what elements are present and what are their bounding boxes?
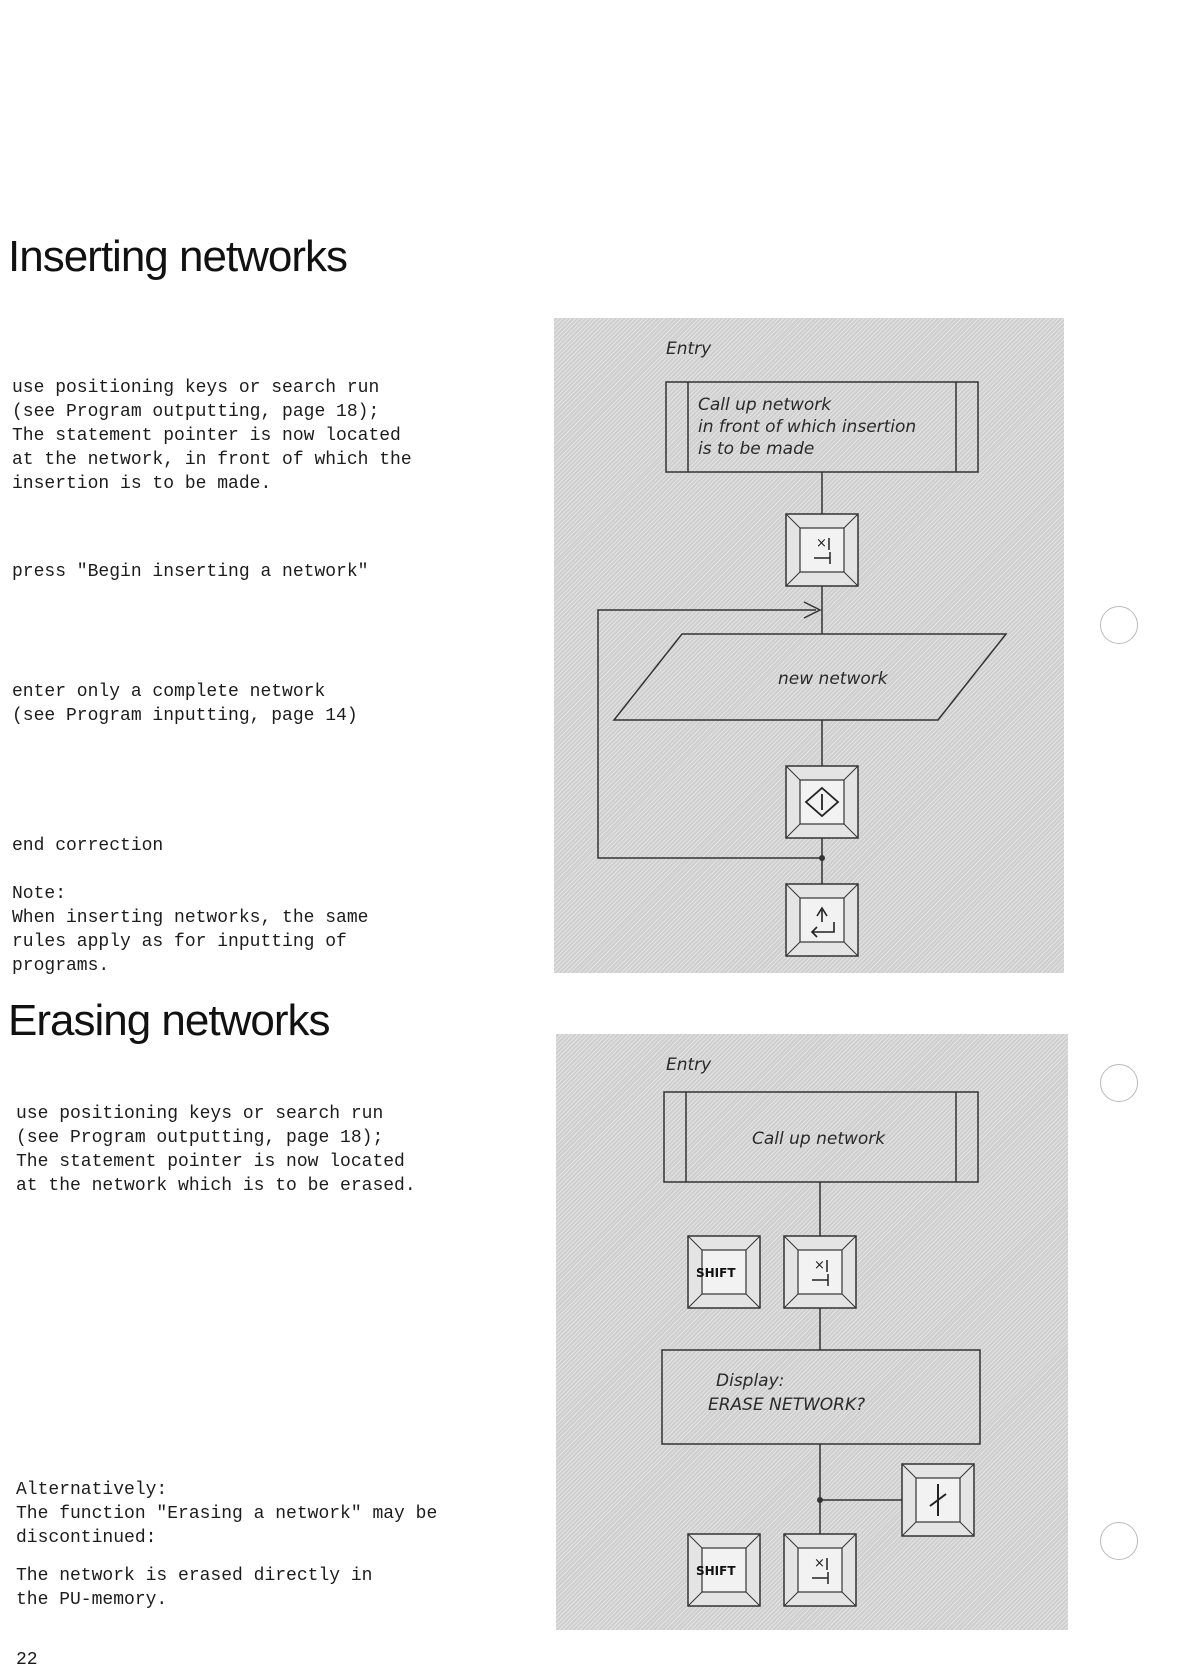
insert-step-position: use positioning keys or search run (see Program outputting, page 18); The statement pointer is now located at the network, in front of which the insertion is to be made. bbox=[12, 378, 412, 494]
erase-heading: Erasing networks bbox=[8, 996, 330, 1045]
display-line-2: ERASE NETWORK? bbox=[708, 1395, 866, 1415]
erase-key-icon bbox=[784, 1236, 856, 1308]
binder-hole bbox=[1100, 1522, 1138, 1560]
insert-note: Note: When inserting networks, the same rules apply as for inputting of programs. bbox=[12, 884, 369, 976]
erase-call-up-box bbox=[664, 1092, 978, 1182]
shift-key-icon bbox=[688, 1236, 760, 1308]
shift-key-label: SHIFT bbox=[696, 1564, 736, 1578]
insert-flowchart bbox=[554, 318, 1064, 973]
insert-step-enter: enter only a complete network (see Program inputting, page 14) bbox=[12, 682, 358, 726]
display-line-1: Display: bbox=[716, 1371, 785, 1391]
shift-key-label: SHIFT bbox=[696, 1266, 736, 1280]
insert-step-end: end correction bbox=[12, 836, 164, 856]
erase-flowchart-svg bbox=[556, 1034, 1068, 1630]
accept-key-icon bbox=[786, 766, 858, 838]
box-line-3: is to be made bbox=[698, 439, 815, 459]
discontinue-key-icon bbox=[902, 1464, 974, 1536]
box-line-1: Call up network bbox=[698, 395, 832, 415]
erase-key-icon bbox=[784, 1534, 856, 1606]
svg-text:×: × bbox=[814, 1556, 825, 1571]
display-box bbox=[662, 1350, 980, 1444]
new-network-label: new network bbox=[778, 669, 888, 689]
page-number: 22 bbox=[16, 1650, 38, 1670]
erase-step-position: use positioning keys or search run (see Program outputting, page 18); The statement pointer is now located at the network which is to be erased. bbox=[16, 1104, 416, 1196]
end-correction-key-icon bbox=[786, 884, 858, 956]
erase-box-label: Call up network bbox=[752, 1129, 886, 1149]
erase-alternatively: Alternatively: The function "Erasing a network" may be discontinued: bbox=[16, 1480, 438, 1548]
erase-flowchart bbox=[556, 1034, 1068, 1630]
binder-hole bbox=[1100, 1064, 1138, 1102]
binder-hole bbox=[1100, 606, 1138, 644]
svg-text:×: × bbox=[814, 1258, 825, 1273]
insert-step-begin: press "Begin inserting a network" bbox=[12, 562, 369, 582]
shift-key-icon bbox=[688, 1534, 760, 1606]
insert-heading: Inserting networks bbox=[8, 232, 348, 281]
erase-entry-label: Entry bbox=[666, 1055, 712, 1075]
erase-direct: The network is erased directly in the PU-memory. bbox=[16, 1566, 373, 1610]
entry-label: Entry bbox=[666, 339, 712, 359]
insert-flowchart-svg bbox=[554, 318, 1064, 973]
begin-insert-key-icon bbox=[786, 514, 858, 586]
new-network-parallelogram bbox=[614, 634, 1006, 720]
call-up-network-box bbox=[666, 382, 978, 472]
svg-text:×: × bbox=[816, 536, 827, 551]
box-line-2: in front of which insertion bbox=[698, 417, 917, 437]
